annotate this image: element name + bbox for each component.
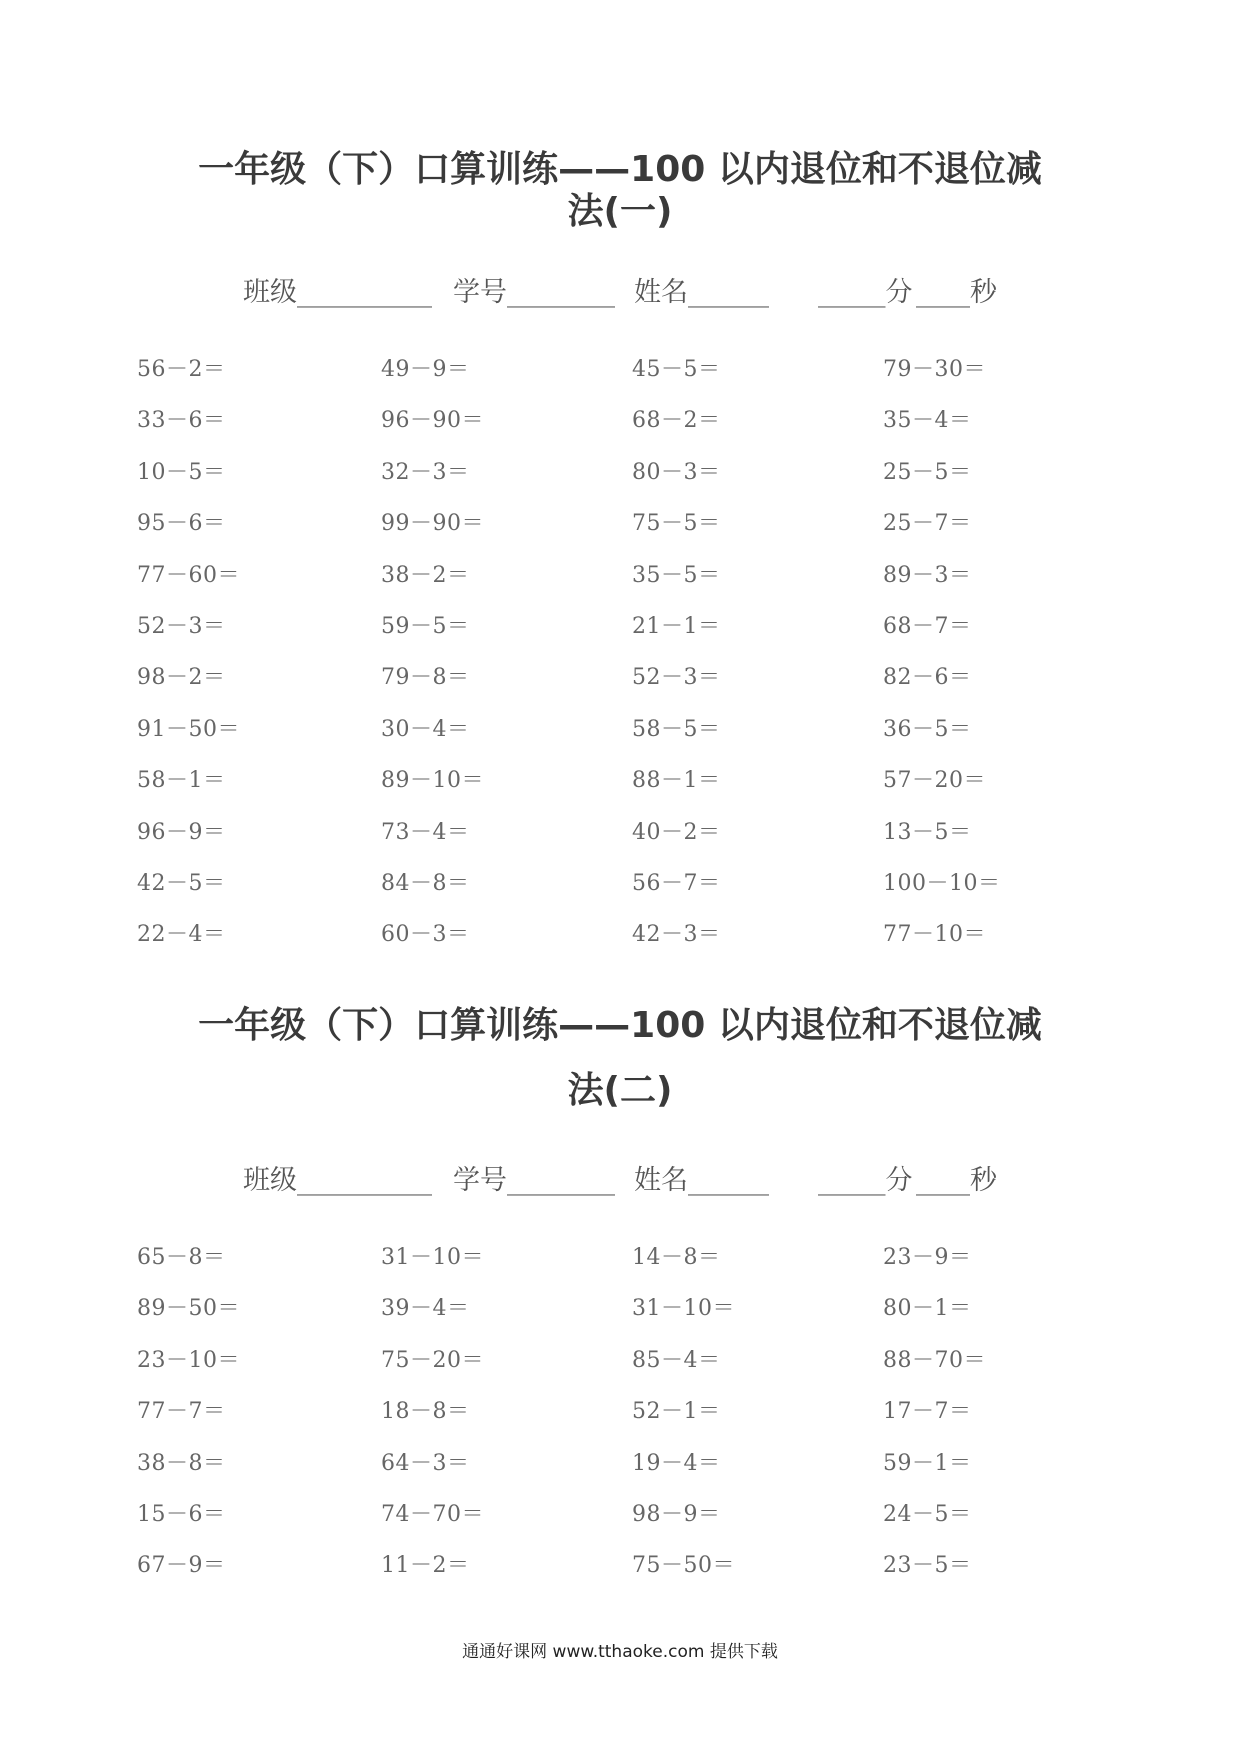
problem-item: 67－9＝	[137, 1553, 226, 1579]
minutes-field: _____分	[818, 1165, 913, 1196]
problem-item: 57－20＝	[883, 768, 986, 794]
problem-item: 38－2＝	[381, 562, 470, 588]
problem-item: 52－1＝	[632, 1399, 721, 1425]
problem-item: 56－7＝	[632, 870, 721, 896]
problem-item: 65－8＝	[137, 1245, 226, 1270]
sheet2-title-line2: 法(二)	[567, 1070, 673, 1111]
minutes-field: _____分	[818, 277, 913, 308]
problem-item: 82－6＝	[883, 665, 972, 691]
problem-item: 24－5＝	[883, 1501, 972, 1527]
problem-item: 39－4＝	[381, 1296, 470, 1322]
problem-item: 79－8＝	[381, 665, 470, 691]
problem-row	[0, 866, 1240, 917]
problem-item: 52－3＝	[137, 613, 226, 639]
problem-item: 80－3＝	[632, 459, 721, 485]
problem-item: 23－5＝	[883, 1553, 972, 1579]
problem-item: 79－30＝	[883, 357, 986, 382]
problem-row	[0, 455, 1240, 506]
problem-item: 31－10＝	[381, 1245, 484, 1270]
sheet1-title-line2: 法(一)	[567, 191, 673, 232]
student-number-field: 学号________	[453, 1165, 615, 1196]
problem-item: 68－7＝	[883, 613, 972, 639]
problem-item: 58－5＝	[632, 716, 721, 742]
problem-row	[0, 763, 1240, 814]
problem-row	[0, 1497, 1240, 1548]
problem-item: 58－1＝	[137, 768, 226, 794]
problem-item: 75－50＝	[632, 1553, 735, 1579]
problem-item: 38－8＝	[137, 1450, 226, 1476]
sheet2-info-line	[0, 1158, 1240, 1196]
problem-item: 99－90＝	[381, 511, 484, 537]
problem-item: 77－7＝	[137, 1399, 226, 1425]
problem-item: 59－5＝	[381, 613, 470, 639]
problem-item: 77－60＝	[137, 562, 240, 588]
problem-item: 98－9＝	[632, 1501, 721, 1527]
problem-row	[0, 1446, 1240, 1497]
problem-item: 59－1＝	[883, 1450, 972, 1476]
problem-item: 84－8＝	[381, 870, 470, 896]
problem-item: 75－20＝	[381, 1347, 484, 1373]
problem-item: 89－50＝	[137, 1296, 240, 1322]
class-field: 班级__________	[243, 277, 432, 308]
problem-item: 42－5＝	[137, 870, 226, 896]
problem-item: 80－1＝	[883, 1296, 972, 1322]
problem-item: 95－6＝	[137, 511, 226, 537]
seconds-field: ____秒	[916, 1165, 997, 1196]
problem-row	[0, 403, 1240, 454]
problem-item: 31－10＝	[632, 1296, 735, 1322]
problem-item: 35－4＝	[883, 408, 972, 434]
problem-item: 33－6＝	[137, 408, 226, 434]
problem-item: 30－4＝	[381, 716, 470, 742]
sheet1-title-line1: 一年级（下）口算训练——100 以内退位和不退位减	[198, 149, 1042, 190]
problem-item: 22－4＝	[137, 922, 226, 948]
problem-item: 91－50＝	[137, 716, 240, 742]
student-number-field: 学号________	[453, 277, 615, 308]
problem-row	[0, 815, 1240, 866]
sheet2-title-line1: 一年级（下）口算训练——100 以内退位和不退位减	[198, 1005, 1042, 1046]
problem-row	[0, 1291, 1240, 1342]
problem-item: 89－3＝	[883, 562, 972, 588]
problem-item: 96－9＝	[137, 819, 226, 845]
problem-item: 89－10＝	[381, 768, 484, 794]
problem-item: 52－3＝	[632, 665, 721, 691]
problem-item: 25－5＝	[883, 459, 972, 485]
problem-item: 68－2＝	[632, 408, 721, 434]
problem-row	[0, 506, 1240, 557]
problem-row	[0, 660, 1240, 711]
problem-item: 60－3＝	[381, 922, 470, 948]
problem-item: 96－90＝	[381, 408, 484, 434]
problem-row	[0, 712, 1240, 763]
sheet1-info-line	[0, 270, 1240, 308]
problem-item: 23－10＝	[137, 1347, 240, 1373]
problem-row	[0, 917, 1240, 968]
problem-item: 32－3＝	[381, 459, 470, 485]
seconds-field: ____秒	[916, 277, 997, 308]
sheet1-problem-grid	[0, 352, 1240, 969]
problem-item: 10－5＝	[137, 459, 226, 485]
problem-item: 49－9＝	[381, 357, 470, 382]
problem-item: 36－5＝	[883, 716, 972, 742]
class-field: 班级__________	[243, 1165, 432, 1196]
name-field: 姓名______	[634, 1165, 769, 1196]
problem-item: 100－10＝	[883, 870, 1001, 896]
problem-item: 18－8＝	[381, 1399, 470, 1425]
problem-row	[0, 1394, 1240, 1445]
problem-row	[0, 558, 1240, 609]
problem-item: 56－2＝	[137, 357, 226, 382]
problem-item: 88－70＝	[883, 1347, 986, 1373]
problem-row	[0, 352, 1240, 403]
problem-item: 42－3＝	[632, 922, 721, 948]
problem-item: 73－4＝	[381, 819, 470, 845]
problem-item: 45－5＝	[632, 357, 721, 382]
problem-row	[0, 609, 1240, 660]
problem-item: 13－5＝	[883, 819, 972, 845]
problem-item: 21－1＝	[632, 613, 721, 639]
problem-row	[0, 1240, 1240, 1291]
problem-row	[0, 1548, 1240, 1599]
problem-item: 74－70＝	[381, 1501, 484, 1527]
problem-item: 64－3＝	[381, 1450, 470, 1476]
problem-item: 25－7＝	[883, 511, 972, 537]
problem-item: 85－4＝	[632, 1347, 721, 1373]
problem-item: 19－4＝	[632, 1450, 721, 1476]
footer-credit: 通通好课网 www.tthaoke.com 提供下载	[462, 1642, 778, 1662]
problem-item: 75－5＝	[632, 511, 721, 537]
problem-item: 35－5＝	[632, 562, 721, 588]
problem-item: 14－8＝	[632, 1245, 721, 1270]
problem-item: 17－7＝	[883, 1399, 972, 1425]
problem-row	[0, 1343, 1240, 1394]
name-field: 姓名______	[634, 277, 769, 308]
problem-item: 88－1＝	[632, 768, 721, 794]
sheet2-problem-grid	[0, 1240, 1240, 1600]
problem-item: 11－2＝	[381, 1553, 470, 1579]
problem-item: 98－2＝	[137, 665, 226, 691]
problem-item: 40－2＝	[632, 819, 721, 845]
problem-item: 23－9＝	[883, 1245, 972, 1270]
problem-item: 77－10＝	[883, 922, 986, 948]
problem-item: 15－6＝	[137, 1501, 226, 1527]
